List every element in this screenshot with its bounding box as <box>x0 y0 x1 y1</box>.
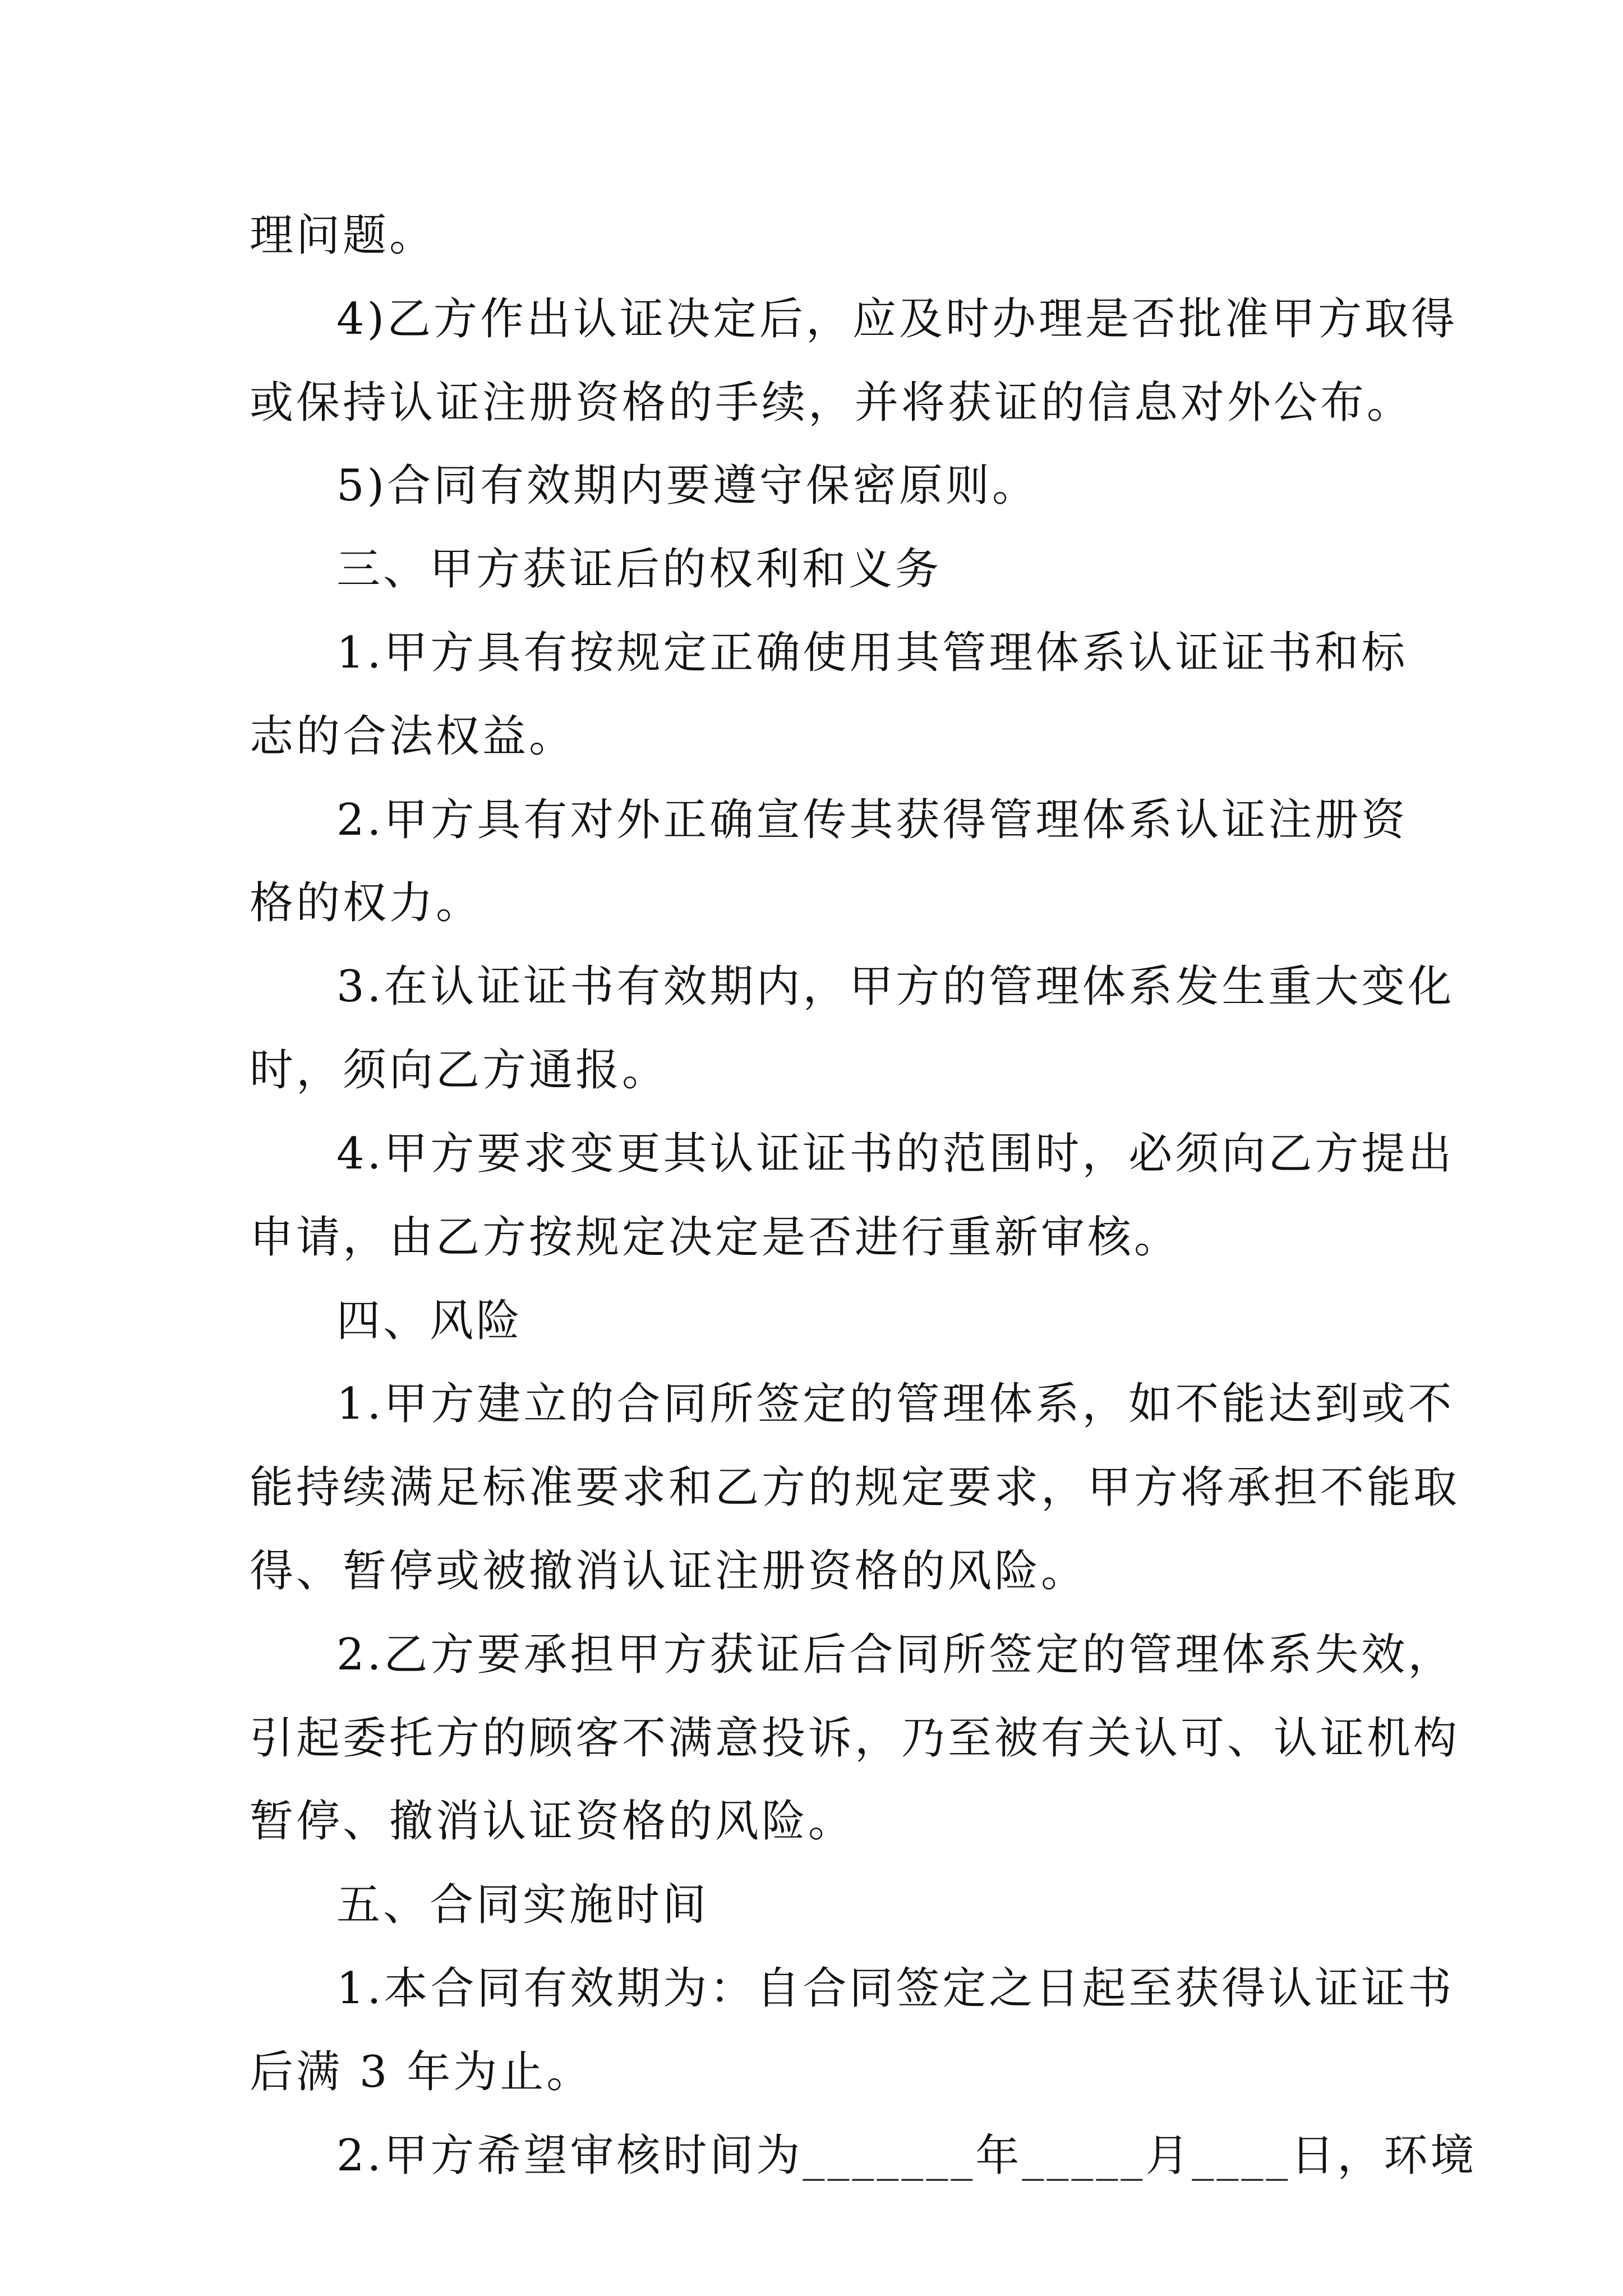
text-line: 能持续满足标准要求和乙方的规定要求，甲方将承担不能取 <box>250 1462 1460 1513</box>
text-line: 格的权力。 <box>250 878 483 928</box>
text-line: 申请，由乙方按规定决定是否进行重新审核。 <box>250 1212 1181 1263</box>
text-line: 理问题。 <box>250 210 436 261</box>
section-heading: 四、风险 <box>336 1296 523 1346</box>
text-line: 或保持认证注册资格的手续，并将获证的信息对外公布。 <box>250 378 1414 428</box>
text-line: 1.甲方具有按规定正确使用其管理体系认证证书和标 <box>336 628 1408 678</box>
text-line: 后满 3 年为止。 <box>250 2047 593 2097</box>
text-line: 1.本合同有效期为：自合同签定之日起至获得认证证书 <box>336 1963 1455 2014</box>
section-heading: 三、甲方获证后的权利和义务 <box>336 544 942 595</box>
text-line: 暂停、撤消认证资格的风险。 <box>250 1796 855 1847</box>
section-heading: 五、合同实施时间 <box>336 1880 709 1930</box>
text-line: 1.甲方建立的合同所签定的管理体系，如不能达到或不 <box>336 1379 1455 1429</box>
text-line: 时，须向乙方通报。 <box>250 1045 669 1096</box>
text-line: 2.乙方要承担甲方获证后合同所签定的管理体系失效， <box>336 1630 1455 1680</box>
text-line: 3.在认证证书有效期内，甲方的管理体系发生重大变化 <box>336 961 1455 1012</box>
text-line: 5)合同有效期内要遵守保密原则。 <box>336 461 1039 511</box>
text-line: 志的合法权益。 <box>250 711 576 762</box>
text-line: 2.甲方希望审核时间为_______年_____月____日，环境 <box>336 2131 1477 2181</box>
text-line: 得、暂停或被撤消认证注册资格的风险。 <box>250 1546 1088 1596</box>
text-line: 2.甲方具有对外正确宣传其获得管理体系认证注册资 <box>336 795 1408 845</box>
text-line: 4.甲方要求变更其认证证书的范围时，必须向乙方提出 <box>336 1129 1455 1179</box>
text-line: 引起委托方的顾客不满意投诉，乃至被有关认可、认证机构 <box>250 1713 1460 1764</box>
text-line: 4)乙方作出认证决定后，应及时办理是否批准甲方取得 <box>336 294 1458 344</box>
